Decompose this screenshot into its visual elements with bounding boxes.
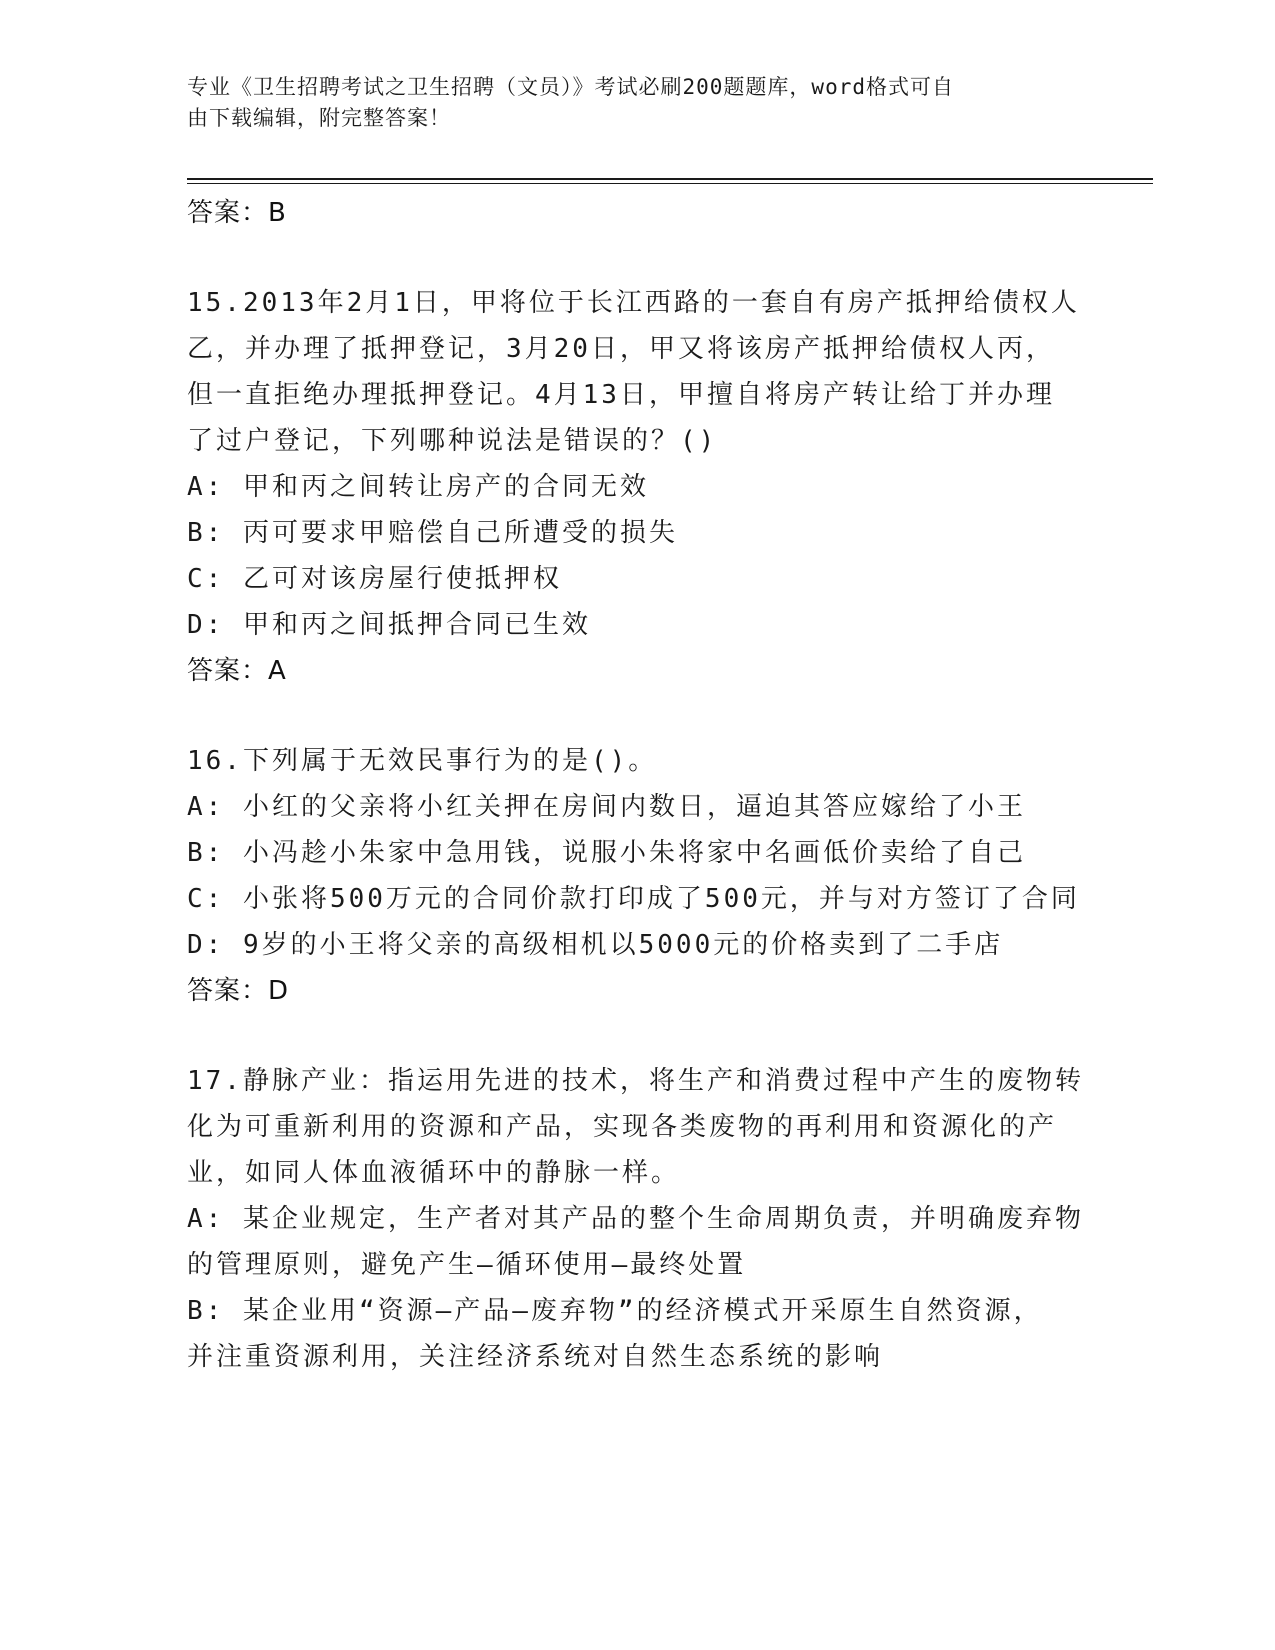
question-17-option-b: B: 某企业用“资源—产品—废弃物”的经济模式开采原生自然资源， [187, 1296, 1043, 1326]
question-17-text-line: 业，如同人体血液循环中的静脉一样。 [187, 1158, 681, 1188]
document-body [187, 190, 1087, 1380]
question-17-text-line: 17.静脉产业：指运用先进的技术，将生产和消费过程中产生的废物转 [187, 1066, 1084, 1096]
question-15-option-c: C: 乙可对该房屋行使抵押权 [187, 564, 562, 594]
question-15-text-line: 15.2013年2月1日，甲将位于长江西路的一套自有房产抵押给债权人 [187, 288, 1080, 318]
question-15-option-a: A: 甲和丙之间转让房产的合同无效 [187, 472, 649, 502]
question-15-answer: 答案：A [187, 656, 287, 686]
spacer [187, 1014, 1087, 1058]
header-divider-thick [187, 178, 1153, 180]
answer-prev: 答案：B [187, 198, 287, 228]
question-15-text-line: 乙，并办理了抵押登记，3月20日，甲又将该房产抵押给债权人丙， [187, 334, 1055, 364]
question-15 [187, 280, 1087, 694]
question-16-option-a: A: 小红的父亲将小红关押在房间内数日，逼迫其答应嫁给了小王 [187, 792, 1026, 822]
header-divider-thin [187, 183, 1153, 184]
question-17-option-a-continued: 的管理原则，避免产生—循环使用—最终处置 [187, 1250, 747, 1280]
question-17-option-a: A: 某企业规定，生产者对其产品的整个生命周期负责，并明确废弃物 [187, 1204, 1084, 1234]
question-16-text-line: 16.下列属于无效民事行为的是()。 [187, 746, 658, 776]
question-17-text-line: 化为可重新利用的资源和产品，实现各类废物的再利用和资源化的产 [187, 1112, 1058, 1142]
question-16-answer: 答案：D [187, 976, 290, 1006]
question-16-option-d: D: 9岁的小王将父亲的高级相机以5000元的价格卖到了二手店 [187, 930, 1004, 960]
question-15-option-d: D: 甲和丙之间抵押合同已生效 [187, 610, 591, 640]
page-header [187, 72, 1067, 134]
question-17 [187, 1058, 1087, 1380]
question-15-text-line: 但一直拒绝办理抵押登记。4月13日，甲擅自将房产转让给丁并办理 [187, 380, 1055, 410]
spacer [187, 694, 1087, 738]
question-16-option-b: B: 小冯趁小朱家中急用钱，说服小朱将家中名画低价卖给了自己 [187, 838, 1026, 868]
header-line-1: 专业《卫生招聘考试之卫生招聘（文员）》考试必刷200题题库，word格式可自 [187, 75, 954, 99]
question-15-option-b: B: 丙可要求甲赔偿自己所遭受的损失 [187, 518, 678, 548]
question-15-text-line: 了过户登记，下列哪种说法是错误的？() [187, 426, 718, 456]
header-line-2: 由下载编辑，附完整答案！ [187, 106, 451, 130]
question-17-option-b-continued: 并注重资源利用，关注经济系统对自然生态系统的影响 [187, 1342, 884, 1372]
question-16 [187, 738, 1087, 1014]
question-16-option-c: C: 小张将500万元的合同价款打印成了500元，并与对方签订了合同 [187, 884, 1080, 914]
spacer [187, 236, 1087, 280]
